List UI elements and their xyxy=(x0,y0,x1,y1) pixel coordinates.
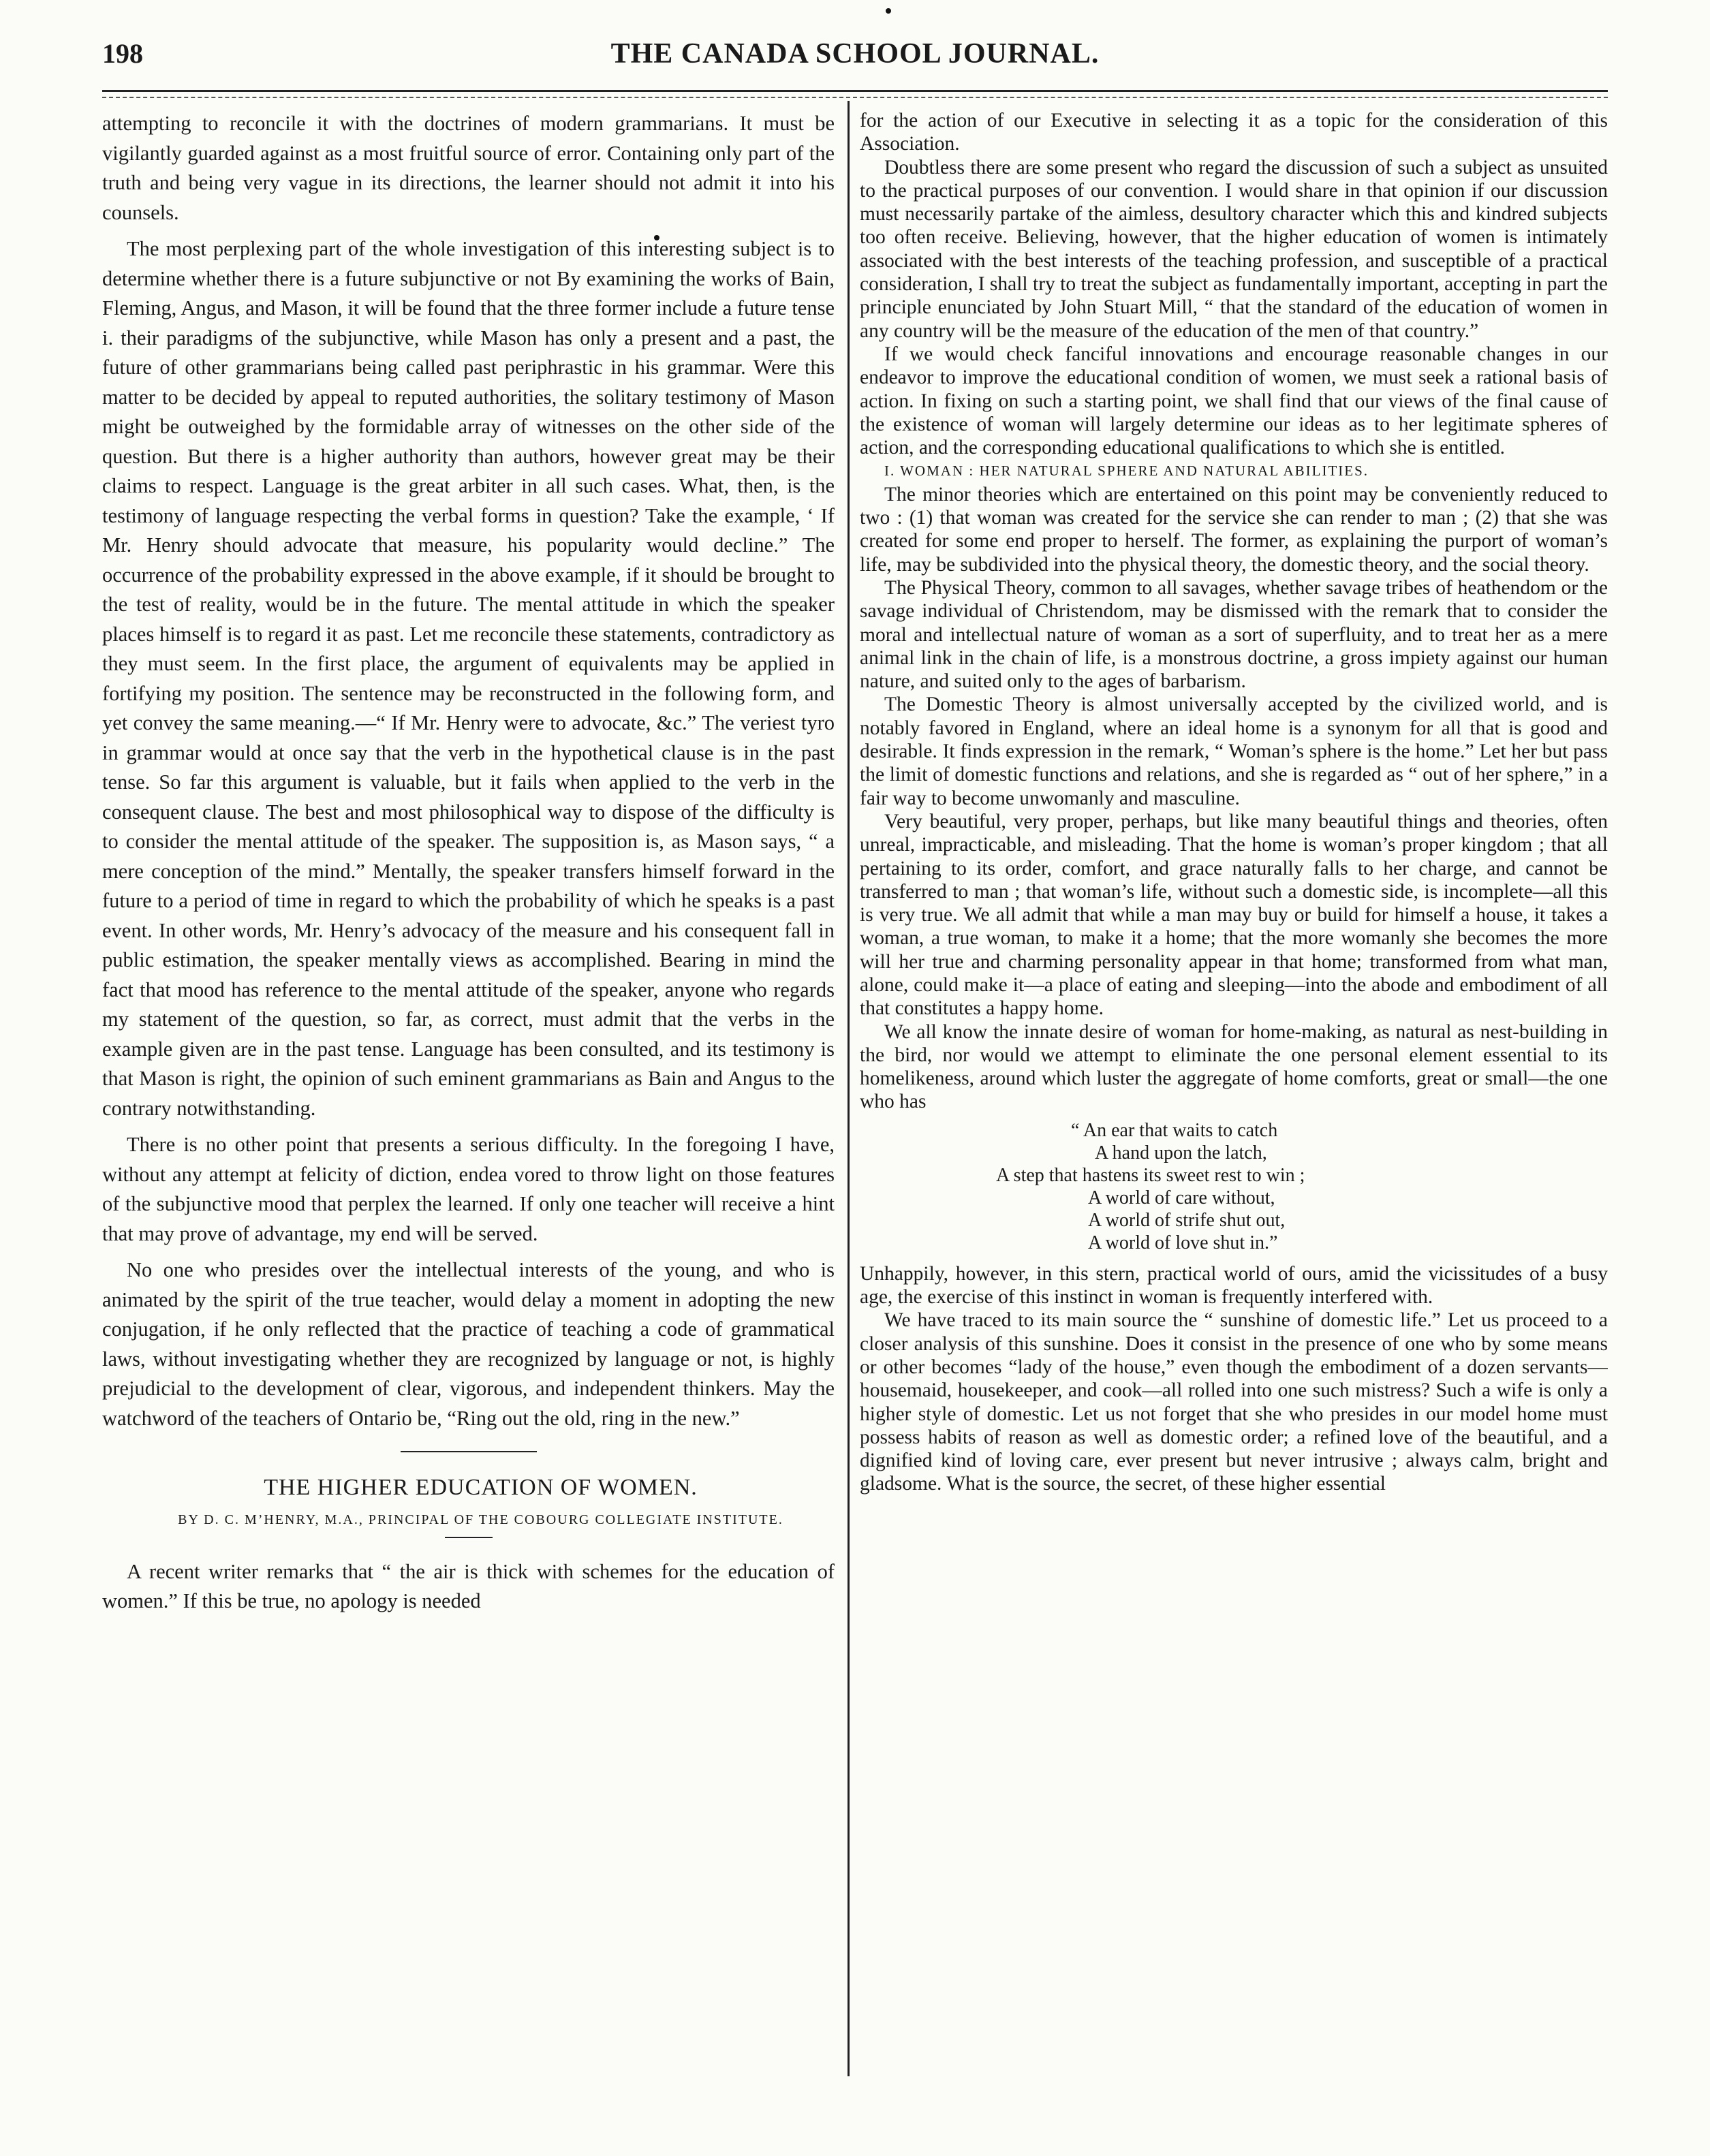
paragraph: attempting to reconcile it with the doctrines of modern grammarians. It must be vigilantly guarded against as a most fruitful source of error. Containing only part of the truth and being very vague in its directions, the learner should not admit it into his counsels. xyxy=(102,112,835,224)
article-title: THE HIGHER EDUCATION OF WOMEN. xyxy=(264,1475,698,1500)
paragraph: for the action of our Executive in selecting it as a topic for the consideration of this Association. xyxy=(860,110,1608,155)
verse-line: A step that hastens its sweet rest to win ; xyxy=(996,1164,1305,1186)
verse-quotation xyxy=(860,1119,1608,1254)
byline-rule xyxy=(445,1537,493,1538)
paragraph: Doubtless there are some present who regard the discussion of such a subject as unsuited to the practical purposes of our convention. I would share in that opinion if our discussion must necessarily partake of the aimless, desultory character which this and kindred subjects too often receive. Believing, however, that the higher education of women is intimately associated with the best interests of the teaching profession, and susceptible of a practical consideration, I shall try to treat the subject as fundamentally important, accepting in part the principle enunciated by John Stuart Mill, “ that the standard of the education of women in any country will be the measure of the education of the men of that country.” xyxy=(860,156,1608,342)
page-number: 198 xyxy=(102,38,143,69)
verse-line: A hand upon the latch, xyxy=(1095,1142,1267,1163)
paragraph: We have traced to its main source the “ sunshine of domestic life.” Let us proceed to a closer analysis of this sunshine. Does it consist in the presence of one who by some means or other becomes “lady of the house,” even though the embodiment of a dozen servants—housemaid, housekeeper, and cook—all rolled into one such mistress? Such a wife is only a higher style of domestic. Let us not forget that she who presides in our model home must possess habits of reason as well as domestic order; a refined love of the beautiful, and a dignified kind of loving care, ever present but never intrusive ; always calm, bright and gladsome. What is the source, the secret, of these higher essential xyxy=(860,1309,1608,1495)
paragraph: If we would check fanciful innovations and encourage reasonable changes in our endeavor to improve the educational condition of women, we must seek a rational basis of action. In fixing on such a starting point, we shall find that our views of the final cause of the existence of woman will largely determine our ideas as to her legitimate spheres of action, and the corresponding educational qualifications to which she is entitled. xyxy=(860,343,1608,459)
paragraph: The Physical Theory, common to all savages, whether savage tribes of heathendom or the savage individual of Christendom, may be dismissed with the remark that to consider the moral and intellectual nature of woman as a sort of superfluity, and to treat her as a mere animal link in the chain of life, is a monstrous doctrine, a gross impiety against our human nature, and suited only to the ages of barbarism. xyxy=(860,576,1608,693)
paragraph: No one who presides over the intellectual interests of the young, and who is animated by the spirit of the true teacher, would delay a moment in adopting the new conjugation, if he only reflected that the practice of teaching a code of grammatical laws, without investigating whether they are recognized by language or not, is highly prejudicial to the development of clear, vigorous, and independent thinkers. May the watchword of the teachers of Ontario be, “Ring out the old, ring in the new.” xyxy=(102,1258,835,1430)
ink-mark xyxy=(886,8,891,14)
verse-line: A world of love shut in.” xyxy=(1088,1232,1278,1253)
paragraph: We all know the innate desire of woman for home-making, as natural as nest-building in the bird, nor would we attempt to eliminate the one personal element essential to its homelikeness, around which luster the aggregate of home comforts, great or small—the one who has xyxy=(860,1020,1608,1113)
header-rule xyxy=(102,90,1608,92)
paragraph: There is no other point that presents a serious difficulty. In the foregoing I have, without any attempt at felicity of diction, endea vored to throw light on those features of the subjunctive mood that perplex the learned. If only one teacher will receive a hint that may prove of advantage, my end will be served. xyxy=(102,1133,835,1245)
section-heading: I. WOMAN : HER NATURAL SPHERE AND NATURAL ABILITIES. xyxy=(884,463,1369,480)
paragraph: A recent writer remarks that “ the air is thick with schemes for the education of women.” If this be true, no apology is needed xyxy=(102,1559,835,1612)
paragraph: The minor theories which are entertained on this point may be conveniently reduced to two : (1) that woman was created for the service she can render to man ; (2) that she was created for some end proper to herself. The former, as explaining the purport of woman’s life, may be subdivided into the physical theory, the domestic theory, and the social theory. xyxy=(860,483,1608,576)
left-column xyxy=(102,109,835,2105)
section-separator-rule xyxy=(401,1451,537,1452)
running-head xyxy=(102,37,1608,85)
paragraph: The Domestic Theory is almost universally accepted by the civilized world, and is notably favored in England, where an ideal home is a synonym for all that is good and desirable. It finds expression in the remark, “ Woman’s sphere is the home.” Let her but pass the limit of domestic functions and relations, and she is regarded as “ out of her sphere,” in a fair way to become unwomanly and masculine. xyxy=(860,693,1608,809)
verse-line: “ An ear that waits to catch xyxy=(1071,1119,1278,1141)
header-rule-dashed xyxy=(102,97,1608,98)
paragraph: Unhappily, however, in this stern, practical world of ours, amid the vicissitudes of a busy age, the exercise of this instinct in woman is frequently interfered with. xyxy=(860,1262,1608,1309)
verse-line: A world of strife shut out, xyxy=(1088,1209,1286,1231)
right-column xyxy=(860,109,1608,2105)
paragraph: The most perplexing part of the whole investigation of this interesting subject is to determine whether there is a future subjunctive or not By examining the works of Bain, Fleming, Angus, and Mason, it will be found that the three former include a future tense i. their paradigms of the subjunctive, while Mason has only a present and a past, the future of other grammarians being called past periphrastic in his grammar. Were this matter to be decided by appeal to reputed authorities, the solitary testimony of Mason might be outweighed by the formidable array of witnesses on the other side of the question. But there is a higher authority than authors, however great may be their claims to respect. Language is the great arbiter in all such cases. What, then, is the testimony of language respecting the verbal forms in question? Take the example, ‘ If Mr. Henry should advocate that measure, his popularity would decline.” The occurrence of the probability expressed in the above example, if it should be brought to the test of reality, would be in the future. The mental attitude in which the speaker places himself is to regard it as past. Let me reconcile these statements, contradictory as they must seem. In the first place, the argument of equivalents may be applied in fortifying my position. The sentence may be reconstructed in the following form, and yet convey the same meaning.—“ If Mr. Henry were to advocate, &c.” The veriest tyro in grammar would at once say that the verb in the hypothetical clause is in the past tense. So far this argument is valuable, but it fails when applied to the verb in the consequent clause. The best and most philosophical way to dispose of the difficulty is to consider the mental attitude of the speaker. The supposition is, as Mason says, “ a mere conception of the mind.” Mentally, the speaker transfers himself forward in the future to a period of time in regard to which the probability of which he speaks is a past event. In other words, Mr. Henry’s advocacy of the measure and his consequent fall in public estimation, the speaker mentally views as accomplished. Bearing in mind the fact that mood has reference to the mental attitude of the speaker, anyone who regards my statement of the question, so far, as correct, must admit that the verbs in the example given are in the past tense. Language has been consulted, and its testimony is that Mason is right, the opinion of such eminent grammarians as Bain and Angus to the contrary notwithstanding. xyxy=(102,237,835,1120)
journal-title: THE CANADA SCHOOL JOURNAL. xyxy=(610,38,1100,69)
article-byline: BY D. C. M’HENRY, M.A., PRINCIPAL OF THE COBOURG COLLEGIATE INSTITUTE. xyxy=(178,1512,783,1527)
column-divider xyxy=(848,101,850,2076)
paragraph: Very beautiful, very proper, perhaps, but like many beautiful things and theories, often unreal, impracticable, and misleading. That the home is woman’s proper kingdom ; that all pertaining to its order, comfort, and grace naturally falls to her charge, and cannot be transferred to man ; that woman’s life, without such a domestic side, is incomplete—all this is very true. We all admit that while a man may buy or build for himself a house, it takes a woman, a true woman, to make it a home; that the more womanly she becomes the more will her true and charming personality appear in that home; transformed from what man, alone, could make it—a place of eating and sleeping—into the abode and embodiment of all that constitutes a happy home. xyxy=(860,810,1608,1020)
verse-line: A world of care without, xyxy=(1088,1187,1275,1208)
